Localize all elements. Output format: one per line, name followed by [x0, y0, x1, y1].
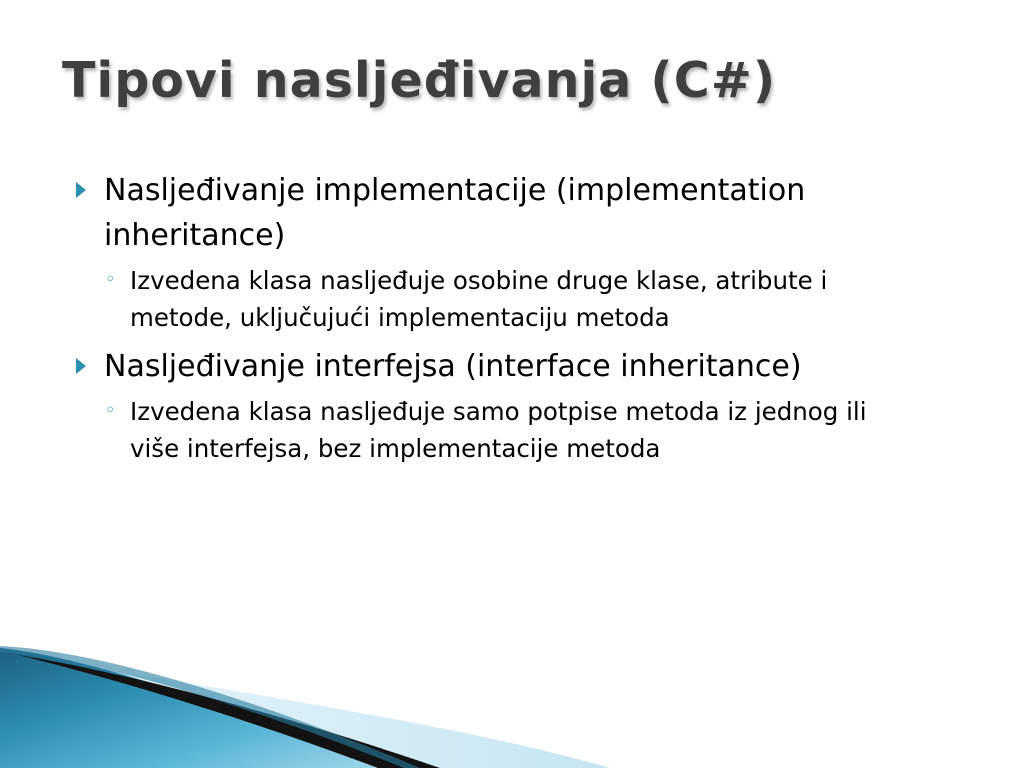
bullet-item	[76, 168, 976, 258]
bullet-text: Nasljeđivanje implementacije (implementation inheritance)	[104, 173, 806, 253]
bullet-list	[76, 168, 976, 475]
triangle-right-icon	[76, 182, 86, 198]
bullet-item	[76, 344, 976, 389]
bullet-text: Nasljeđivanje interfejsa (interface inheritance)	[104, 349, 802, 384]
triangle-right-icon	[76, 358, 86, 374]
slide-title: Tipovi nasljeđivanja (C#)	[62, 52, 777, 109]
sub-bullet-item	[102, 393, 910, 467]
circle-bullet-icon: ◦	[105, 269, 116, 290]
sub-bullet-item	[102, 262, 910, 336]
decorative-wave	[0, 600, 1024, 768]
circle-bullet-icon: ◦	[105, 400, 116, 421]
sub-bullet-text: Izvedena klasa nasljeđuje osobine druge klase, atribute i metode, uključujući implementaciju metoda	[130, 266, 828, 332]
sub-bullet-text: Izvedena klasa nasljeđuje samo potpise metoda iz jednog ili više interfejsa, bez implementacije metoda	[130, 397, 867, 463]
